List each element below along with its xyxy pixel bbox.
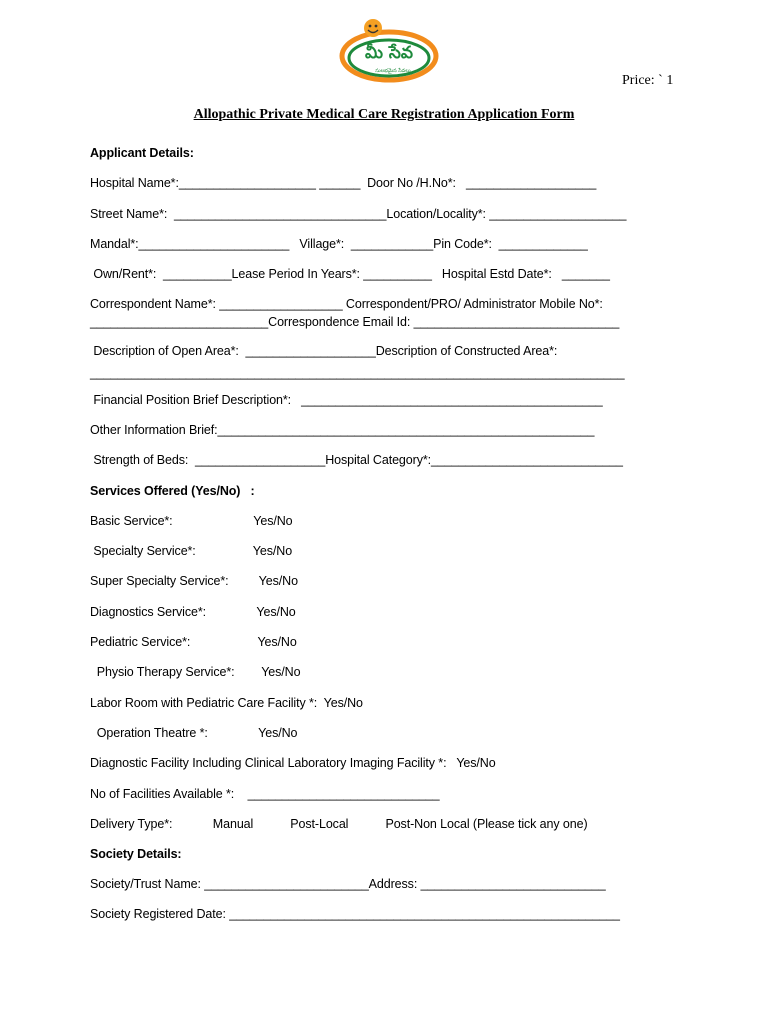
- form-field-line: Specialty Service*: Yes/No: [90, 544, 293, 558]
- form-field-line: Strength of Beds: ___________________Hospital Category*:____________________________: [90, 453, 623, 467]
- form-field-line: Own/Rent*: __________Lease Period In Years*: __________ Hospital Estd Date*: _______: [90, 267, 610, 281]
- logo-smiley-face: [364, 19, 382, 37]
- form-field-line: Society/Trust Name: ________________________Address: ___________________________: [90, 877, 606, 891]
- form-field-line: Diagnostics Service*: Yes/No: [90, 605, 296, 619]
- price-label: Price: ` 1: [622, 73, 674, 88]
- form-field-line: Description of Open Area*: ___________________Description of Constructed Area*:: [90, 344, 558, 358]
- form-field-line: Diagnostic Facility Including Clinical Laboratory Imaging Facility *: Yes/No: [90, 756, 496, 770]
- form-field-line: Labor Room with Pediatric Care Facility *: Yes/No: [90, 696, 363, 710]
- logo-script-text: మీ సేవ: [365, 43, 413, 63]
- form-field-line: __________________________Correspondence Email Id: ______________________________: [90, 315, 620, 329]
- form-field-line: Society Registered Date: _________________________________________________________: [90, 907, 620, 921]
- form-field-line: No of Facilities Available *: ____________________________: [90, 787, 440, 801]
- section-heading: Services Offered (Yes/No) :: [90, 484, 255, 498]
- section-heading: Applicant Details:: [90, 146, 194, 160]
- form-field-line: Hospital Name*:____________________ ______ Door No /H.No*: ___________________: [90, 176, 597, 190]
- form-field-line: Other Information Brief:_______________________________________________________: [90, 423, 595, 437]
- form-field-line: Correspondent Name*: __________________ Correspondent/PRO/ Administrator Mobile No*:: [90, 297, 603, 311]
- form-field-line: Financial Position Brief Description*: ____________________________________________: [90, 393, 603, 407]
- logo-sub-text: సులభమైన సేవలు: [375, 68, 411, 74]
- mee-seva-logo: [337, 14, 441, 88]
- form-field-line: ______________________________________________________________________________: [90, 366, 625, 380]
- form-field-line: Basic Service*: Yes/No: [90, 514, 293, 528]
- form-field-line: Street Name*: _______________________________Location/Locality*: ____________________: [90, 207, 627, 221]
- form-field-line: Operation Theatre *: Yes/No: [90, 726, 298, 740]
- form-field-line: Physio Therapy Service*: Yes/No: [90, 665, 301, 679]
- section-heading: Society Details:: [90, 847, 182, 861]
- form-title: Allopathic Private Medical Care Registration Application Form: [193, 107, 575, 122]
- form-field-line: Super Specialty Service*: Yes/No: [90, 574, 298, 588]
- form-field-line: Mandal*:______________________ Village*: ____________Pin Code*: _____________: [90, 237, 588, 251]
- form-field-line: Delivery Type*: Manual Post-Local Post-Non Local (Please tick any one): [90, 817, 588, 831]
- form-field-line: Pediatric Service*: Yes/No: [90, 635, 297, 649]
